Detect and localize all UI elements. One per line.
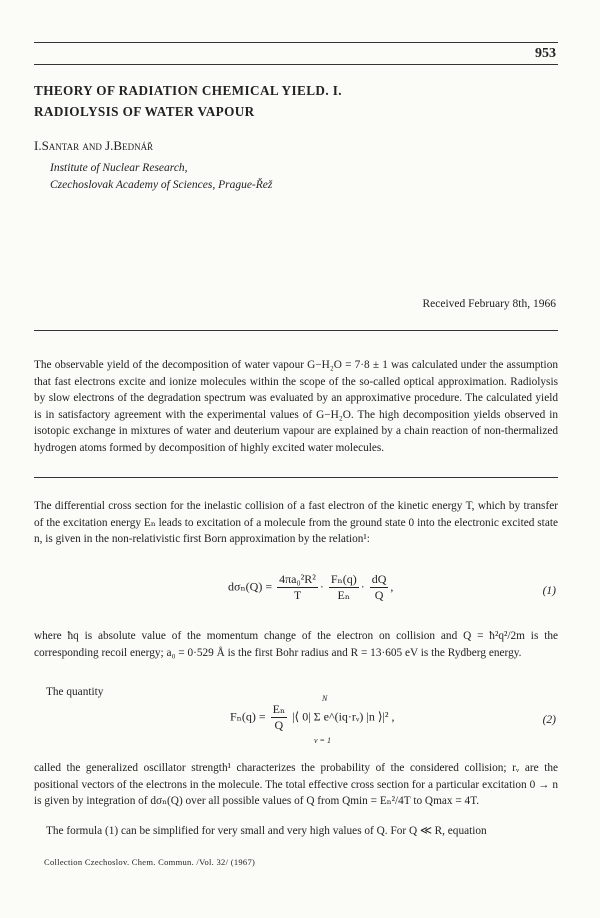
equation-1: dσₙ(Q) = $\frac{\text{4πa₀²R²}}{T}$ · $\frac{\text{Fₙ(q)}}{\text{Eₙ}}$ · $\frac{dQ}{Q}$ , bbox=[228, 572, 394, 602]
equation-2-rhs: |⟨ 0| Σ e^(iq·rᵥ) |n ⟩|² , bbox=[292, 709, 395, 724]
equation-2-label: (2) bbox=[542, 714, 556, 726]
page-number: 953 bbox=[535, 46, 556, 61]
affiliation bbox=[50, 160, 272, 194]
paragraph-3: The quantity bbox=[46, 686, 104, 698]
abstract-bottom-rule bbox=[34, 477, 558, 478]
abstract: The observable yield of the decomposition of water vapour G−H₂O = 7·8 ± 1 was calculated under the assumption that fast electrons excite and ionize molecules within the scope of the so-called optical approximation. Radiolysis by slow electrons of the degradation spectrum was evaluated by an approximative procedure. The calculated yield is in satisfactory agreement with the experimental values of G−H₂O. The high decomposition yields observed in isotopic exchange in mixtures of water and deuterium vapour are explained by a chain reaction of non-thermalized hydrogen atoms formed by decomposition of highly excited water molecules. bbox=[34, 359, 558, 454]
affiliation-line-1: Institute of Nuclear Research, bbox=[50, 162, 188, 174]
equation-1-lhs: dσₙ(Q) = bbox=[228, 579, 273, 594]
journal-footer: Collection Czechoslov. Chem. Commun. /Vol. 32/ (1967) bbox=[44, 857, 256, 867]
equation-1-fraction-1: $\frac{\text{4πa₀²R²}}{T}$ bbox=[279, 572, 316, 602]
title-line-1: THEORY OF RADIATION CHEMICAL YIELD. I. bbox=[34, 83, 342, 98]
paragraph-1: The differential cross section for the inelastic collision of a fast electron of the kinetic energy T, which by transfer of the excitation energy Eₙ leads to excitation of a molecule from the ground state 0 into the electronic excited state n, is given in the non-relativistic first Born approximation by the relation¹: bbox=[34, 500, 558, 546]
top-rule bbox=[34, 42, 558, 43]
equation-2-fraction: $\frac{\text{Eₙ}}{Q}$ bbox=[272, 702, 286, 732]
equation-2 bbox=[230, 702, 395, 733]
equation-1-fraction-3: $\frac{dQ}{Q}$ bbox=[371, 572, 387, 602]
paragraph-5: The formula (1) can be simplified for very small and very high values of Q. For Q ≪ R, equation bbox=[46, 825, 487, 837]
equation-2-sum-lower-limit: ν = 1 bbox=[314, 736, 331, 745]
paper-title bbox=[34, 80, 342, 122]
paragraph-2: where ħq is absolute value of the momentum change of the electron on collision and Q = ħ²q²/2m is the corresponding recoil energy; a₀ = 0·529 Å is the first Bohr radius and R = 13·605 eV is the Rydberg energy. bbox=[34, 630, 558, 659]
received-date: Received February 8th, 1966 bbox=[422, 298, 556, 310]
header-rule bbox=[34, 64, 558, 65]
abstract-top-rule bbox=[34, 330, 558, 331]
title-line-2: RADIOLYSIS OF WATER VAPOUR bbox=[34, 104, 255, 119]
affiliation-line-2: Czechoslovak Academy of Sciences, Prague-Řež bbox=[50, 179, 273, 191]
paragraph-4: called the generalized oscillator strength¹ characterizes the probability of the considered collision; rᵥ are the positional vectors of the electrons in the molecule. The total effective cross section for a particular excitation 0 → n is given by integration of dσₙ(Q) over all possible values of Q from Qmin = Eₙ²/4T to Qmax = 4T. bbox=[34, 762, 558, 808]
equation-2-sum-upper-limit: N bbox=[322, 694, 328, 703]
authors: I.Santar and J.Bednář bbox=[34, 138, 154, 153]
equation-2-lhs: Fₙ(q) = bbox=[230, 709, 266, 724]
equation-1-label: (1) bbox=[542, 585, 556, 597]
equation-1-fraction-2: $\frac{\text{Fₙ(q)}}{\text{Eₙ}}$ bbox=[330, 572, 357, 602]
